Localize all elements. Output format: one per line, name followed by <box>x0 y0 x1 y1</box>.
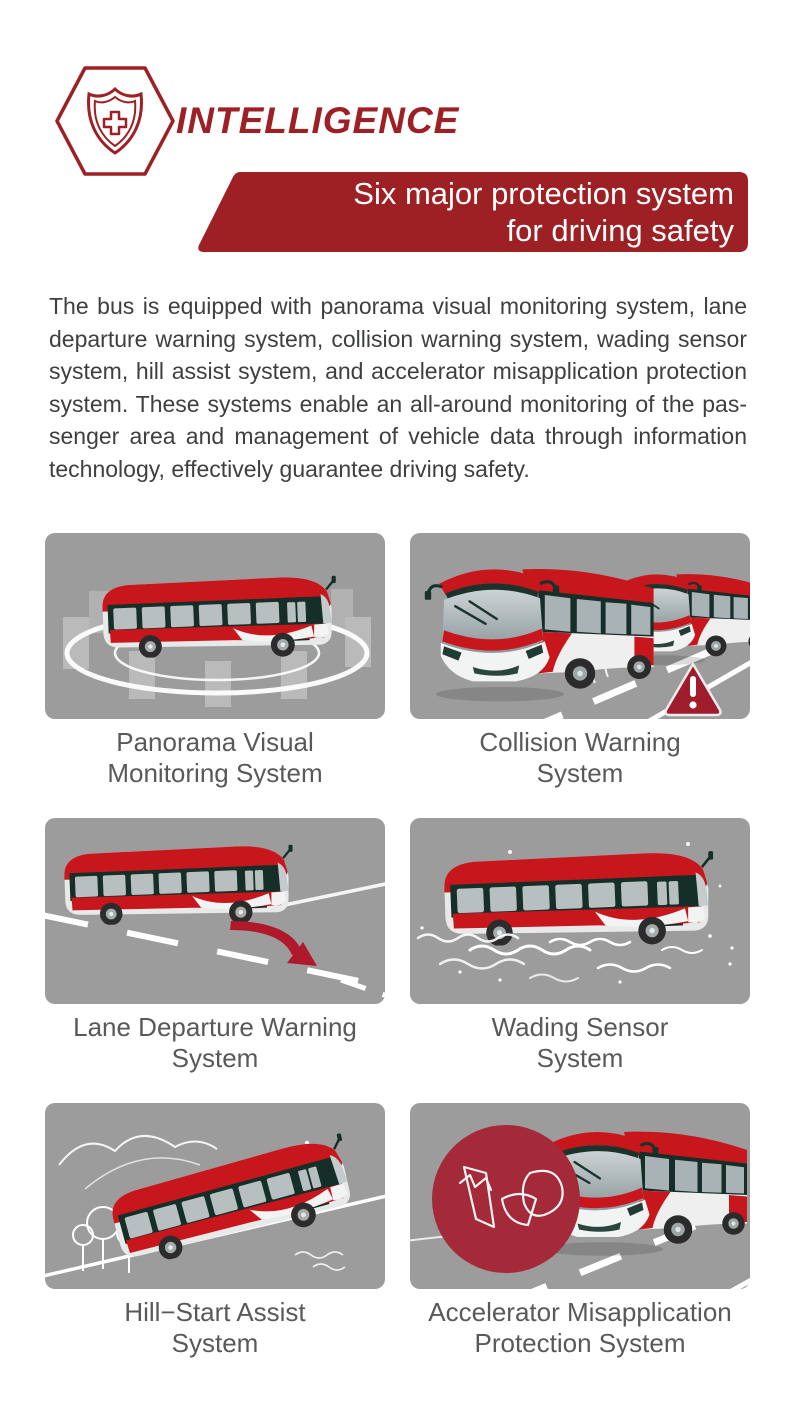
intro-paragraph <box>49 290 747 485</box>
bus-icon <box>106 1133 360 1270</box>
lane-edge-line-2 <box>710 1273 750 1289</box>
lane-departure-warning-illustration <box>45 818 385 1004</box>
caption-line: Protection System <box>474 1328 686 1358</box>
warning-triangle-icon <box>666 664 721 715</box>
banner-line-1: Six major protection system <box>353 176 734 211</box>
banner-text <box>353 175 734 249</box>
tile-collision-warning <box>410 533 750 789</box>
page-title: INTELLIGENCE <box>176 100 460 141</box>
caption-line: Accelerator Misapplication <box>428 1297 732 1327</box>
hill-squiggle-icons <box>295 1252 345 1270</box>
caption-line: Collision Warning <box>479 727 681 757</box>
caption-line: System <box>171 1328 259 1358</box>
bus-front-icon <box>425 569 654 701</box>
banner <box>194 171 750 253</box>
tile-caption <box>45 1012 385 1074</box>
pedal-sketch-badge-icon <box>432 1125 580 1273</box>
caption-line: System <box>536 1043 624 1073</box>
wading-sensor-illustration <box>410 818 750 1004</box>
panorama-visual-monitoring-illustration <box>45 533 385 719</box>
caption-line: Wading Sensor <box>491 1012 669 1042</box>
intro-line: technology, effectively guarantee driving safety. <box>49 455 530 482</box>
caption-line: Monitoring System <box>107 758 323 788</box>
intro-line: senger area and management of vehicle data through information <box>49 423 747 449</box>
caption-line: System <box>536 758 624 788</box>
caption-line: Panorama Visual <box>116 727 314 757</box>
bus-icon <box>444 851 713 946</box>
tile-caption <box>45 727 385 789</box>
tile-caption <box>45 1297 385 1359</box>
caption-line: Hill−Start Assist <box>124 1297 306 1327</box>
accelerator-misapplication-protection-illustration <box>410 1103 750 1289</box>
intro-line: system. These systems enable an all-around monitoring of the pas- <box>49 390 747 417</box>
caption-line: System <box>171 1043 259 1073</box>
tile-wading-sensor <box>410 818 750 1074</box>
intro-line: departure warning system, collision warning system, wading sensor <box>49 325 747 352</box>
hill-start-assist-illustration <box>45 1103 385 1289</box>
lane-dash-line <box>45 914 385 988</box>
lane-dash-line-2 <box>341 980 385 1000</box>
shield-hexagon-icon <box>54 64 176 178</box>
bus-icon <box>64 845 292 926</box>
tile-caption <box>410 1297 750 1359</box>
tile-panorama-visual-monitoring <box>45 533 385 789</box>
feature-tile-grid <box>45 533 750 1359</box>
collision-warning-illustration <box>410 533 750 719</box>
tile-accelerator-misapplication <box>410 1103 750 1359</box>
tile-lane-departure-warning <box>45 818 385 1074</box>
tile-caption <box>410 1012 750 1074</box>
intro-line: The bus is equipped with panorama visual monitoring system, lane <box>49 293 747 319</box>
caption-line: Lane Departure Warning <box>73 1012 357 1042</box>
tile-caption <box>410 727 750 789</box>
tile-hill-start-assist <box>45 1103 385 1359</box>
bus-icon <box>103 576 336 658</box>
banner-line-2: for driving safety <box>506 213 734 248</box>
intro-line: system, hill assist system, and accelerator misapplication protection <box>49 358 747 384</box>
